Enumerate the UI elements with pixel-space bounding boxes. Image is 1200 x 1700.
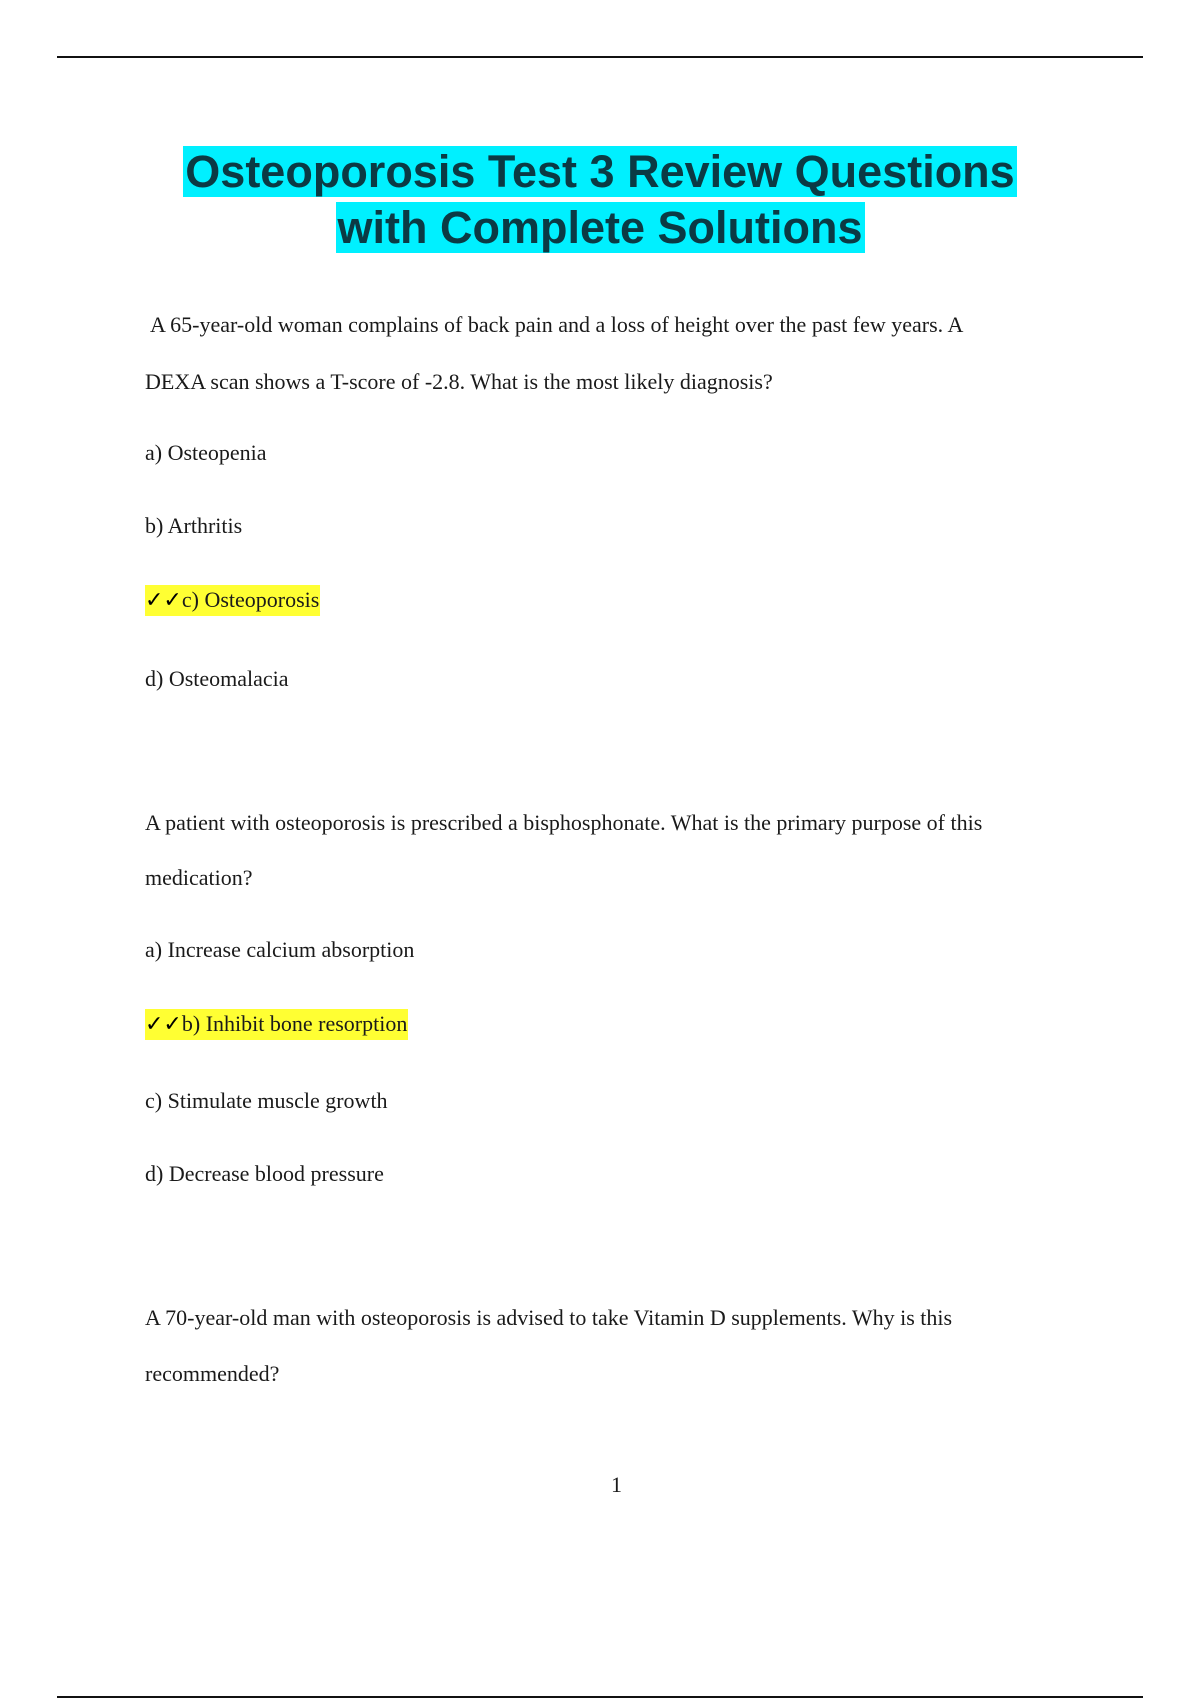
correct-answer-highlight (145, 585, 320, 616)
footer-rule (57, 1696, 1143, 1698)
double-check-icon: ✓✓ (145, 1012, 182, 1037)
correct-answer-text: c) Osteoporosis (181, 587, 320, 612)
question-1-option-d: d) Osteomalacia (145, 666, 289, 691)
question-2-option-d: d) Decrease blood pressure (145, 1161, 384, 1186)
question-2-stem-line-1: A patient with osteoporosis is prescribed a bisphosphonate. What is the primary purpose of this (145, 810, 983, 835)
question-3-stem-line-1: A 70-year-old man with osteoporosis is advised to take Vitamin D supplements. Why is this (145, 1305, 953, 1330)
correct-answer-highlight (145, 1009, 408, 1040)
header-rule (57, 56, 1143, 58)
correct-answer-text: b) Inhibit bone resorption (181, 1011, 408, 1036)
title-line-1: Osteoporosis Test 3 Review Questions (185, 146, 1015, 197)
question-3-stem-line-2: recommended? (145, 1361, 280, 1386)
question-1-option-c-correct (145, 587, 320, 613)
title-line-2: with Complete Solutions (337, 202, 863, 253)
question-2-option-b-correct (145, 1011, 408, 1037)
question-1-stem-line-1: A 65-year-old woman complains of back pain and a loss of height over the past few years. A (150, 312, 964, 337)
double-check-icon: ✓✓ (145, 588, 182, 613)
question-2-option-c: c) Stimulate muscle growth (145, 1088, 388, 1113)
document-title (60, 144, 1140, 256)
page-number: 1 (611, 1472, 622, 1497)
question-2-stem-line-2: medication? (145, 865, 253, 890)
question-1-stem-line-2: DEXA scan shows a T-score of -2.8. What is the most likely diagnosis? (145, 369, 773, 394)
question-2-option-a: a) Increase calcium absorption (145, 937, 415, 962)
question-1-option-b: b) Arthritis (145, 513, 243, 538)
question-1-option-a: a) Osteopenia (145, 440, 267, 465)
